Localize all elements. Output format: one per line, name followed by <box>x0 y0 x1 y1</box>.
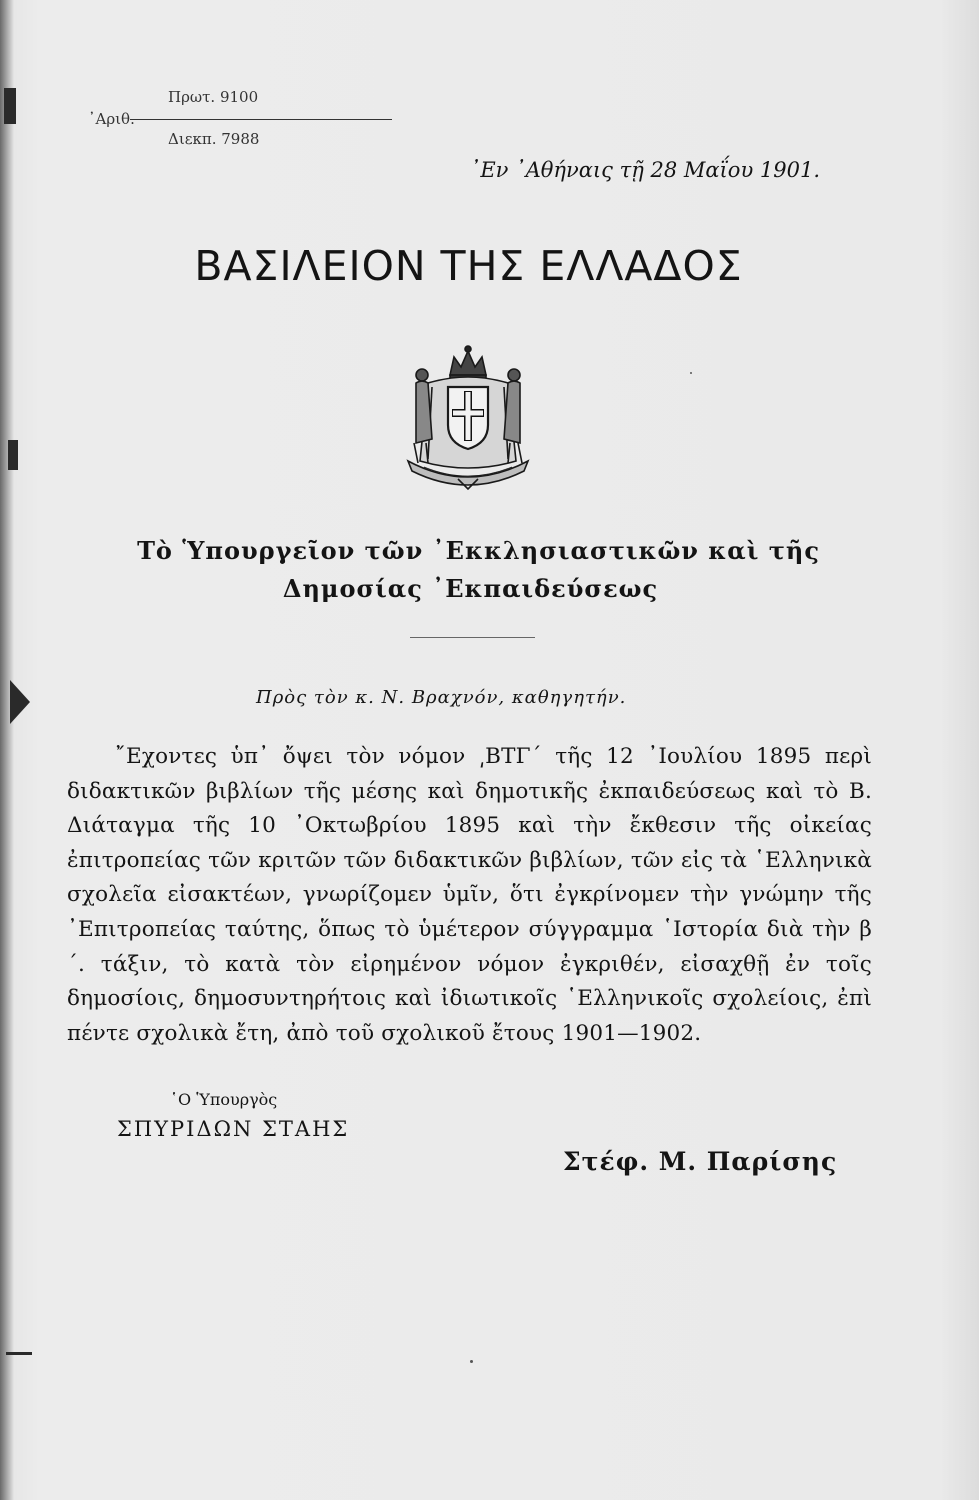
ministry-name-line-2: Δημοσίας ᾿Εκπαιδεύσεως <box>282 574 659 603</box>
binding-thread <box>4 88 16 124</box>
binding-thread <box>8 440 18 470</box>
minister-title: ῾Ο Ὑπουργὸς <box>170 1090 278 1109</box>
arith-label: ᾿Αριθ. <box>88 110 135 128</box>
kingdom-title: ΒΑΣΙΛΕΙΟΝ ΤΗΣ ΕΛΛΑΔΟΣ <box>194 242 743 290</box>
binding-thread <box>6 1352 32 1355</box>
fraction-rule <box>130 119 392 120</box>
secretary-signature: Στέφ. Μ. Παρίσης <box>563 1147 838 1176</box>
protocol-number: Πρωτ. 9100 <box>168 88 259 106</box>
section-divider <box>410 637 535 638</box>
ministry-name-line-1: Τὸ Ὑπουργεῖον τῶν ᾿Εκκλησιαστικῶν καὶ τῆς <box>137 536 820 565</box>
date-line: ᾿Εν ᾿Αθήναις τῇ 28 Μαΐου 1901. <box>469 158 820 182</box>
binding-thread <box>10 680 30 724</box>
letter-body: ῎Εχοντες ὑπ᾿ ὄψει τὸν νόμον ͵ΒΤΓ´ τῆς 12 ᾿Ιουλίου 1895 περὶ διδακτικῶν βιβλίων τῆς μέσης καὶ δημοτικῆς ἐκπαιδεύσεως καὶ τὸ Β. Διάταγμα τῆς 10 ᾿Οκτωβρίου 1895 καὶ τὴν ἔκθεσιν τῆς οἰκείας ἐπιτροπείας τῶν κριτῶν τῶν διδακτικῶν βιβλίων, τῶν εἰς τὰ ῾Ελληνικὰ σχολεῖα εἰσακτέων, γνωρίζομεν ὑμῖν, ὅτι ἐγκρίνομεν τὴν γνώμην τῆς ᾿Επιτροπείας ταύτης, ὅπως τὸ ὑμέτερον σύγγραμμα ῾Ιστορία διὰ τὴν β´. τάξιν, τὸ κατὰ τὸν εἰρημένον νόμον ἐγκριθέν, εἰσαχθῇ ἐν τοῖς δημοσίοις, δημοσυντηρήτοις καὶ ἰδιωτικοῖς ῾Ελληνικοῖς σχολείοις, ἐπὶ πέντε σχολικὰ ἔτη, ἀπὸ τοῦ σχολικοῦ ἔτους 1901—1902. <box>67 744 872 1046</box>
royal-coat-of-arms-icon <box>398 343 538 491</box>
addressee-line: Πρὸς τὸν κ. Ν. Βραχνόν, καθηγητήν. <box>256 687 627 708</box>
minister-name: ΣΠΥΡΙΔΩΝ ΣΤΑΗΣ <box>117 1117 350 1141</box>
binding-edge <box>0 0 14 1500</box>
scan-speck <box>690 372 692 374</box>
scan-speck <box>470 1360 473 1363</box>
dispatch-number: Διεκπ. 7988 <box>168 130 260 148</box>
